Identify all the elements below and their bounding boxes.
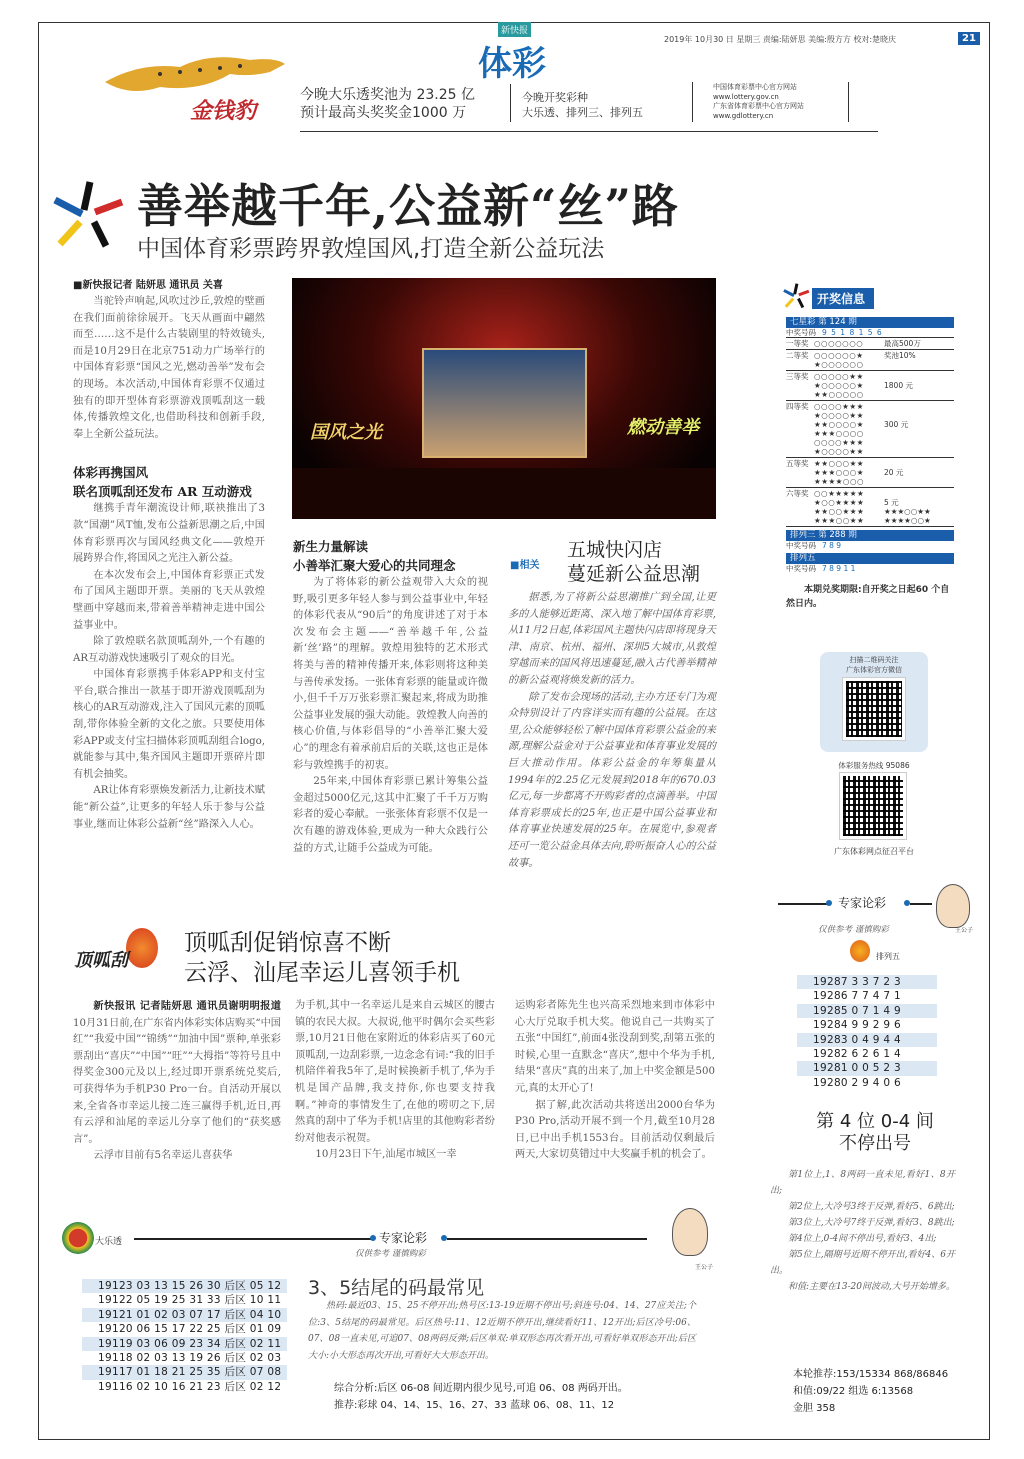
tier-pattern: ★★★★○○○ xyxy=(814,477,865,486)
tier-pattern: ○○○○★★★ xyxy=(814,438,864,447)
qxc-numbers: 9 5 1 8 1 5 6 xyxy=(822,328,883,337)
tier-row xyxy=(786,420,954,429)
prize-tier xyxy=(786,401,954,458)
paragraph: 第1位上,1、8两码一直未见,看好1、8开出; xyxy=(770,1170,955,1196)
history-row: 19117 01 18 21 25 35 后区 07 08 xyxy=(82,1365,287,1379)
expert-avatar xyxy=(672,1208,708,1256)
page-number: 21 xyxy=(958,32,980,45)
subheading: 新生力量解读 xyxy=(293,539,369,554)
history-row: 19286 7 7 4 7 1 xyxy=(813,990,901,1003)
tier-pattern: ○○○○○○★ xyxy=(814,351,864,360)
related-title: 五城快闪店 xyxy=(567,539,663,561)
qr2-label: 广东体彩网点征召平台 xyxy=(834,847,914,856)
recommendation: 推荐:彩球 04、14、15、16、27、33 蓝球 06、08、11、12 xyxy=(334,1400,615,1411)
tier-level xyxy=(786,477,814,486)
pl5-history-table xyxy=(797,975,937,1090)
tonight-games: 大乐透、排列三、排列五 xyxy=(522,106,643,119)
history-row: 19283 0 4 9 4 4 xyxy=(797,1033,937,1047)
tier-prize: 20 元 xyxy=(884,468,904,477)
tier-level: 四等奖 xyxy=(786,402,809,411)
dateline: 2019年 10月30 日 星期三 责编:陆妍思 美编:殷方方 校对:楚晓庆 xyxy=(664,35,897,44)
tier-pattern: ★★★○○○★ xyxy=(814,468,865,477)
tier-pattern: ★○○○○★★ xyxy=(814,447,864,456)
recommendation: 和值:09/22 组选 6:13568 xyxy=(793,1386,914,1397)
tier-row xyxy=(786,372,954,381)
draw-info-logo xyxy=(780,283,812,313)
paragraph: 第5位上,隔期号近期不停开出,看好4、6开出。 xyxy=(770,1250,955,1276)
disclaimer: 仅供参考 谨慎购彩 xyxy=(355,1249,426,1259)
tier-row xyxy=(786,411,954,420)
paragraph: 在本次发布会上,中国体育彩票正式发布了国风主题即开票。美丽的飞天从敦煌壁画中穿越而来,带着善举精神走进中国公益事业中。 xyxy=(73,569,265,631)
tier-prize: 5 元 xyxy=(884,498,899,507)
tier-pattern: ★○○○○○○ xyxy=(814,360,864,369)
tier-row xyxy=(786,507,954,516)
hotline: 体彩服务热线 95086 xyxy=(838,761,910,770)
paragraph: 为了将体彩的新公益观带入大众的视野,吸引更多年轻人参与到公益事业中,年轻的体彩代表从“90后”的角度讲述了对于本次发布会主题——“善举越千年,公益新‘丝’路”的理解。敦煌用独特的艺术形式将美与善的精神传播开来,体彩则将这种美与善传承发扬。一张体育彩票的能量或许微小,但千千万万张彩票汇聚起来,将成为助推公益事业发展的强大动能。敦煌教人向善的核心价值,与体彩倡导的“小善举汇聚大爱心”的理念有着承前启后的关联,这也正是体彩与敦煌携手的初衷。 xyxy=(293,577,488,771)
recommendation: 本轮推荐:153/15334 868/86846 xyxy=(793,1369,949,1380)
history-row: 19123 03 13 15 26 30 后区 05 12 xyxy=(82,1279,287,1293)
tier-level xyxy=(786,468,814,477)
paragraph: 为手机,其中一名幸运儿是来自云城区的腰古镇的农民大叔。大叔说,他平时偶尔会买些彩票,10月21日他在家附近的体彩店买了60元顶呱刮,一边刮彩票,一边念念有词:“我的旧手机陪伴着我5年了,是时候换新手机了,华为手机是国产品牌,我支持你,你也要支持我啊。”神奇的事情发生了,在他的唠叨之下,居然真的刮中了华为手机!店里的其他购彩者纷纷对他表示祝贺。 xyxy=(295,1000,495,1144)
paragraph: 运购彩者陈先生也兴高采烈地来到市体彩中心大厅兑取手机大奖。他说自己一共购买了五张“中国红”,前面4张没刮到奖,刮第五张的时候,心里一直默念“喜庆”,想中个华为手机,结果“喜庆”真的出来了,加上中奖金额是500元,真的太开心了! xyxy=(515,1000,715,1094)
paragraph: 25年来,中国体育彩票已累计筹集公益金超过5000亿元,这其中汇聚了千千万万购彩者的爱心奉献。一张张体育彩票不仅是一次有趣的游戏体验,更成为一种大众践行公益的方式,让随手公益成为可能。 xyxy=(293,776,488,854)
paragraph: 除了发布会现场的活动,主办方还专门为观众特别设计了内容详实而有趣的公益展。在这里,公众能够轻松了解中国体育彩票公益金的来源,理解公益金对于公益事业和体育事业发展的巨大推动作用。体彩公益金的年筹集量从1994年的2.25亿元发展到2018年的670.03亿元,每一步都离不开购彩者的点滴善举。中国体育彩票成长的25年,也正是中国公益事业和体育事业快速发展的25年。在展览中,参观者还可一览公益金具体去向,聆听振奋人心的公益故事。 xyxy=(508,691,716,869)
tier-prize: 300 元 xyxy=(884,420,909,429)
tier-level xyxy=(786,390,814,399)
related-title: 蔓延新公益思潮 xyxy=(567,563,701,585)
history-row: 19120 06 15 17 22 25 后区 01 09 xyxy=(98,1323,282,1336)
history-row: 19118 02 03 13 19 26 后区 02 03 xyxy=(98,1351,282,1364)
history-row: 19121 01 02 03 07 17 后区 04 10 xyxy=(82,1308,287,1322)
cheetah-logo xyxy=(100,42,290,132)
tier-pattern: ○○○○○★★ xyxy=(814,372,864,381)
expert-headline: 第 4 位 0-4 间 xyxy=(816,1111,934,1132)
expert-title: 专家论彩 xyxy=(838,896,887,910)
numbers-label: 中奖号码 xyxy=(786,328,816,337)
tier-row xyxy=(786,477,954,486)
paragraph: 第2位上,大冷号3终于反弹,看好5、6跳出; xyxy=(788,1202,955,1212)
tier-row xyxy=(786,459,954,468)
dlt-history-table xyxy=(82,1279,287,1394)
tier-row xyxy=(786,402,954,411)
qr1-label: 扫描二维码关注 xyxy=(849,656,899,664)
site1-label: 中国体育彩票中心官方网站 xyxy=(713,83,797,91)
tier-pattern: ★★○○○○★ xyxy=(814,420,864,429)
paragraph: AR让体育彩票焕发新活力,让新技术赋能“新公益”,让更多的年轻人乐于参与公益事业,继而让体彩公益新“丝”路深入人心。 xyxy=(73,785,265,830)
history-row: 19122 05 19 25 31 33 后区 10 11 xyxy=(98,1294,282,1307)
pl5-numbers: 7 8 9 1 1 xyxy=(822,564,856,573)
prize-tier xyxy=(786,458,954,488)
site2-url[interactable]: www.gdlottery.cn xyxy=(713,111,774,120)
paragraph: 第4位上,0-4间不停出号,看好3、4出; xyxy=(788,1234,937,1244)
tier-prize: 1800 元 xyxy=(884,381,913,390)
paragraph: 第3位上,大冷号7终于反弹,看好3、8跳出; xyxy=(788,1218,955,1228)
history-row: 19281 0 0 5 2 3 xyxy=(797,1061,937,1075)
tier-level: 一等奖 xyxy=(786,339,809,348)
prize-tier xyxy=(786,350,954,371)
tier-prize: ★★★★○○★ xyxy=(884,516,931,525)
numbers-label: 中奖号码 xyxy=(786,541,816,550)
tier-row xyxy=(786,429,954,438)
pl5-logo xyxy=(850,940,870,962)
tier-pattern: ★○○○○★★ xyxy=(814,411,864,420)
prize-tier xyxy=(786,488,954,527)
tier-level xyxy=(786,438,814,447)
qxc-header: 七星彩 第 124 期 xyxy=(786,317,954,328)
history-row: 19284 9 9 2 9 6 xyxy=(813,1019,901,1032)
tonight-label: 今晚开奖彩种 xyxy=(522,91,588,104)
scratch-card-logo: 顶呱刮 xyxy=(70,928,162,988)
expert-name: 王公子 xyxy=(955,927,974,934)
history-row: 19287 3 3 7 2 3 xyxy=(797,975,937,989)
claim-note: 本期兑奖期限:自开奖之日起60 个自然日内。 xyxy=(786,585,950,609)
dlt-logo xyxy=(62,1222,94,1254)
tier-level xyxy=(786,447,814,456)
expert-title: 专家论彩 xyxy=(379,1231,428,1245)
paragraph: 热码:最近03、15、25不停开出;热号区:13-19近期不停出号;斜连号:04、14、27应关注;个位:3、5结尾的码最常见。后区热号:11、12近期不停开出,继续看好11、12开出;后区冷号:06、07、08一直未见,可追07、08两码反弹;后区单双:单双形态再次看开出,可看好单双形态开出;后区大小:小大形态再次开出,可看好大大形态开出。 xyxy=(308,1301,696,1361)
article2-title: 顶呱刮促销惊喜不断 xyxy=(184,930,391,956)
jackpot-line-2: 预计最高头奖奖金1000 万 xyxy=(300,105,467,121)
photo-caption-right: 燃动善举 xyxy=(627,417,699,438)
tier-level xyxy=(786,429,814,438)
article2-title: 云浮、汕尾幸运儿喜领手机 xyxy=(184,960,460,986)
tier-row xyxy=(786,351,954,360)
qxc-results xyxy=(786,317,954,611)
tier-level xyxy=(786,498,814,507)
logo-text: 金钱豹 xyxy=(190,98,257,124)
tier-level xyxy=(786,420,814,429)
paragraph: 除了敦煌联名款顶呱刮外,一个有趣的AR互动游戏快速吸引了观众的目光。 xyxy=(73,636,265,664)
headline-title: 善举越千年,公益新“丝”路 xyxy=(137,179,679,233)
section-title: 体彩 xyxy=(478,44,546,84)
disclaimer: 仅供参考 谨慎购彩 xyxy=(818,925,889,935)
tier-row xyxy=(786,498,954,507)
subheading: 联名顶呱刮还发布 AR 互动游戏 xyxy=(73,484,252,500)
paragraph: 当驼铃声响起,风吹过沙丘,敦煌的壁画在我们面前徐徐展开。飞天从画面中翩然而至……这不是什么古装剧里的特效镜头,而是10月29日在北京751动力广场举行的中国体育彩票“国风之光,燃动善举”发布会的现场。本次活动,中国体育彩票不仅通过独有的即开型体育彩票游戏顶呱刮这一载体,传播敦煌文化,也借助科技和创新手段,奉上全新公益玩法。 xyxy=(73,296,265,440)
tier-level xyxy=(786,381,814,390)
wechat-qr-code[interactable] xyxy=(843,678,905,740)
paragraph: 和值:主要在13-20间波动,大号开始增多。 xyxy=(788,1282,955,1292)
game-name: 排列五 xyxy=(876,952,900,961)
recruit-qr-code[interactable] xyxy=(840,773,906,839)
site1-url[interactable]: www.lottery.gov.cn xyxy=(713,92,779,101)
tier-level: 三等奖 xyxy=(786,372,809,381)
history-row: 19116 02 10 16 21 23 后区 02 12 xyxy=(98,1380,282,1393)
event-photo xyxy=(292,278,716,519)
tier-row xyxy=(786,381,954,390)
tier-row xyxy=(786,438,954,447)
prize-tier xyxy=(786,338,954,350)
tier-row xyxy=(786,360,954,369)
tier-prize: 奖池10% xyxy=(884,351,916,360)
tier-row xyxy=(786,339,954,348)
history-row: 19285 0 7 1 4 9 xyxy=(797,1004,937,1018)
tier-row xyxy=(786,489,954,498)
tier-pattern: ★★○○○○○ xyxy=(814,390,864,399)
recommendation: 金胆 358 xyxy=(793,1403,836,1414)
lottery-star-logo xyxy=(50,180,125,254)
expert-headline: 不停出号 xyxy=(839,1133,911,1154)
pl3-numbers: 7 8 9 xyxy=(822,541,842,550)
jackpot-line-1: 今晚大乐透奖池为 23.25 亿 xyxy=(300,87,475,103)
game-name: 大乐透 xyxy=(95,1237,123,1247)
expert-headline: 3、5结尾的码最常见 xyxy=(308,1277,485,1299)
paragraph: 10月31日前,在广东省内体彩实体店购买“中国红”“我爱中国”“锦绣”“加油中国”票种,单张彩票刮出“喜庆”“中国”“旺”“大拇指”等符号且中得奖金300元及以上,经过即开票系统兑奖后,可获得华为手机P30 Pro一台。自活动开展以来,全省各市幸运儿接二连三赢得手机,近日,再有云浮和汕尾的幸运儿分享了他们的“获奖感言”。 xyxy=(73,1017,281,1145)
analysis: 综合分析:后区 06-08 间近期内很少见号,可追 06、08 两码开出。 xyxy=(334,1383,628,1394)
paragraph: 10月23日下午,汕尾市城区一幸 xyxy=(315,1149,457,1161)
tier-prize: 最高500万 xyxy=(884,339,921,348)
tier-pattern: ★★○○★★★ xyxy=(814,507,865,516)
subheading: 体彩再携国风 xyxy=(73,465,149,481)
history-row: 19282 6 2 6 1 4 xyxy=(813,1047,901,1060)
headline-subtitle: 中国体育彩票跨界敦煌国风,打造全新公益玩法 xyxy=(137,236,605,262)
paragraph: 据悉,为了将新公益思潮推广到全国,让更多的人能够近距离、深入地了解中国体育彩票,从11月2日起,体彩国风主题快闪店即将现身天津、南京、杭州、福州、深圳5大城市,从敦煌穿越而来的国风将迅速蔓延,融入古代善举精神的新公益观将焕发新的活力。 xyxy=(508,592,716,686)
history-row: 19119 03 06 09 23 34 后区 02 11 xyxy=(82,1337,287,1351)
photo-caption-left: 国风之光 xyxy=(310,422,382,443)
prize-tier xyxy=(786,371,954,401)
expert-avatar xyxy=(936,884,970,928)
tier-row xyxy=(786,468,954,477)
subheading: 小善举汇聚大爱心的共同理念 xyxy=(293,558,456,573)
tier-pattern: ○○○○○○○ xyxy=(814,339,864,348)
history-row: 19280 2 9 4 0 6 xyxy=(813,1076,901,1089)
tier-level xyxy=(786,411,814,420)
paragraph: 继携手青年潮流设计师,联袂推出了3款“国潮”风T恤,发布公益新思潮之后,中国体育彩票再次与国风经典文化——敦煌开展跨界合作,将国风之光注入新公益。 xyxy=(73,503,265,565)
pl5-header: 排列五 xyxy=(786,553,954,564)
qr1-label: 广东体彩官方微信 xyxy=(846,666,902,674)
paragraph: 云浮市目前有5名幸运儿喜获华 xyxy=(93,1150,233,1162)
tier-level: 二等奖 xyxy=(786,351,809,360)
tier-level xyxy=(786,507,814,516)
tier-level xyxy=(786,360,814,369)
tier-pattern: ★○○★★★★ xyxy=(814,498,865,507)
byline: 新快报讯 记者陆妍思 通讯员谢明明报道 xyxy=(93,1000,281,1012)
pl3-header: 排列三 第 288 期 xyxy=(786,530,954,541)
related-tag: ■相关 xyxy=(510,560,540,571)
tier-pattern: ★★★○○★★ xyxy=(814,516,865,525)
expert-name: 王公子 xyxy=(695,1264,714,1271)
tier-level: 六等奖 xyxy=(786,489,809,498)
paragraph: 据了解,此次活动共将送出2000台华为P30 Pro,活动开展不到一个月,截至10月28日,已中出手机1553台。目前活动仅剩最后两天,大家切莫错过中大奖赢手机的机会了。 xyxy=(515,1099,715,1161)
tier-level: 五等奖 xyxy=(786,459,809,468)
tier-pattern: ○○★★★★★ xyxy=(814,489,865,498)
tier-row xyxy=(786,447,954,456)
paragraph: 中国体育彩票携手体彩APP和支付宝平台,联合推出一款基于即开游戏顶呱刮为核心的AR互动游戏,注入了国风元素的顶呱刮,带你体验全新的文化之旅。只要使用体彩APP或支付宝扫描体彩顶呱刮组合logo,就能参与其中,集齐国风主题即开票碎片即有机会抽奖。 xyxy=(73,669,265,780)
tier-row xyxy=(786,390,954,399)
tier-row xyxy=(786,516,954,525)
site2-label: 广东省体育彩票中心官方网站 xyxy=(713,102,804,110)
tier-pattern: ○○○○★★★ xyxy=(814,402,864,411)
byline: ■新快报记者 陆妍思 通讯员 关喜 xyxy=(73,280,223,291)
numbers-label: 中奖号码 xyxy=(786,564,816,573)
section-tag: 新快报 xyxy=(498,22,531,37)
tier-pattern: ★○○○○○★ xyxy=(814,381,864,390)
tier-level xyxy=(786,516,814,525)
tier-pattern: ★★★○○○○ xyxy=(814,429,864,438)
tier-pattern: ★★○○○★★ xyxy=(814,459,865,468)
tier-prize: ★★★○○★★ xyxy=(884,507,931,516)
draw-info-title: 开奖信息 xyxy=(812,288,874,309)
